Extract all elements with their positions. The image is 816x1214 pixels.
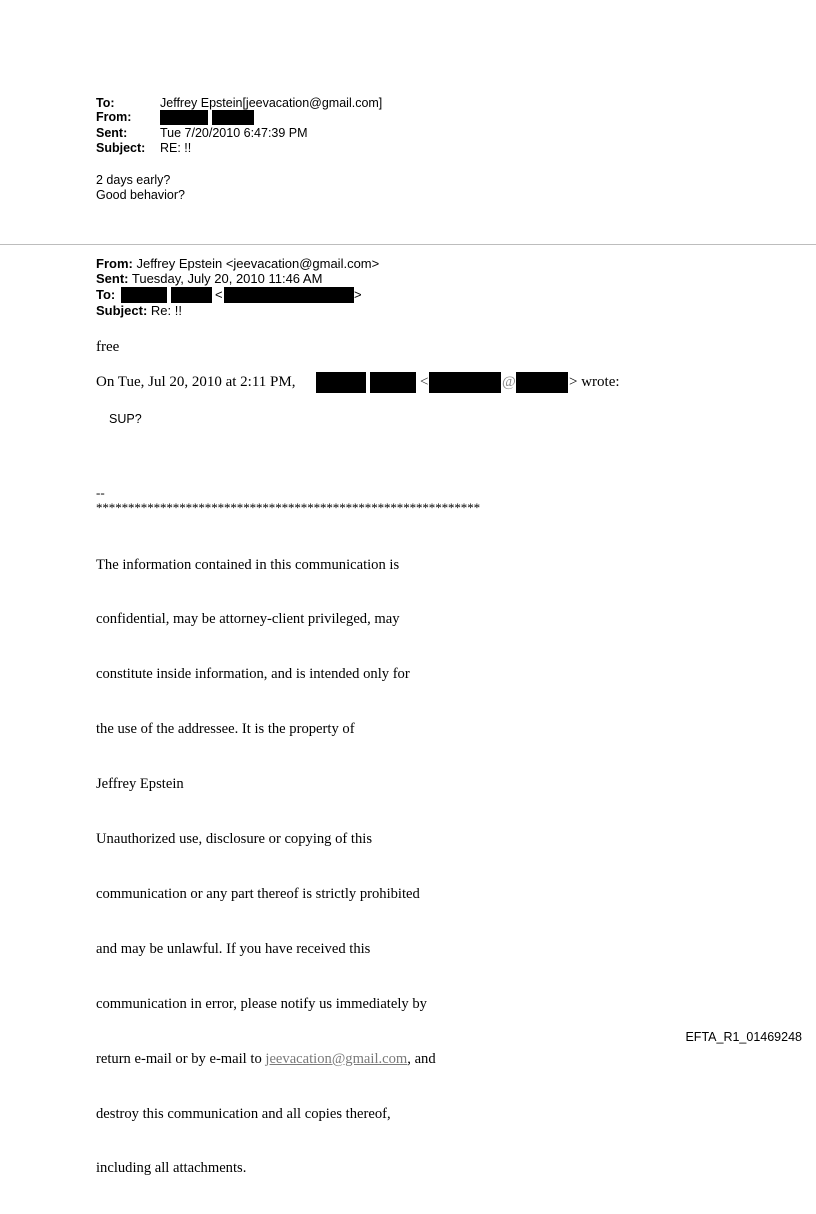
redaction-box [121,287,167,303]
quoted-sent-value: Tuesday, July 20, 2010 11:46 AM [131,271,323,286]
disclaimer-return-after: , and [407,1050,436,1067]
quoted-from-label: From: [96,256,133,271]
to-value: Jeffrey Epstein[jeevacation@gmail.com] [160,96,383,110]
quoted-subject-label: Subject: [96,303,148,318]
quoted-from-value: Jeffrey Epstein <jeevacation@gmail.com> [136,256,380,271]
on-line-lt: < [420,374,429,390]
quoted-sent-row [96,272,322,286]
disclaimer-line-with-link [96,1050,436,1068]
disclaimer-line: constitute inside information, and is intended only for [96,666,410,683]
disclaimer-line: The information contained in this communication is [96,556,400,573]
document-id: EFTA_R1_01469248 [685,1030,802,1044]
disclaimer-line: destroy this communication and all copies thereof, [96,1105,391,1122]
redaction-box [516,372,568,393]
sent-label: Sent: [96,126,128,140]
quoted-subject-value: Re: !! [150,303,182,318]
reply-body-line: Good behavior? [96,188,185,202]
quoted-to-open: < [215,287,223,302]
disclaimer-line: communication or any part thereof is strictly prohibited [96,885,420,902]
header-sent-row [96,126,308,140]
on-line-suffix: > wrote: [569,374,620,390]
on-line-prefix: On Tue, Jul 20, 2010 at 2:11 PM, [96,374,296,390]
redaction-box [370,372,416,393]
disclaimer-line: and may be unlawful. If you have received this [96,940,371,957]
to-label: To: [96,96,115,110]
disclaimer-line: the use of the addressee. It is the property of [96,721,355,738]
sig-dashes: -- [96,485,105,500]
quoted-to-row [96,288,115,302]
disclaimer-return-before: return e-mail or by e-mail to [96,1050,266,1067]
quoted-sent-label: Sent: [96,271,129,286]
from-label: From: [96,110,132,124]
header-from-row [96,110,160,124]
disclaimer-line: communication in error, please notify us immediately by [96,995,427,1012]
redaction-box [160,110,208,125]
quoted-to-close: > [354,287,362,302]
disclaimer-line: confidential, may be attorney-client privileged, may [96,611,400,628]
redaction-box [224,287,354,303]
quoted-body-text: free [96,339,120,355]
on-line-at: @ [502,374,516,390]
quoted-subject-row [96,304,182,318]
sent-value: Tue 7/20/2010 6:47:39 PM [160,126,308,140]
sup-text: SUP? [109,412,142,426]
quoted-to-label: To: [96,287,116,302]
redaction-box [316,372,366,393]
disclaimer-line: Jeffrey Epstein [96,776,184,793]
reply-body-line: 2 days early? [96,173,171,187]
subject-value: RE: !! [160,141,192,155]
sig-stars: ************************************************************ [96,500,481,515]
disclaimer-line: Unauthorized use, disclosure or copying of this [96,831,373,848]
disclaimer-line: including all attachments. [96,1160,247,1177]
email-link[interactable]: jeevacation@gmail.com [265,1050,408,1067]
subject-label: Subject: [96,141,146,155]
header-subject-row [96,141,191,155]
redaction-box [171,287,212,303]
quoted-from-row [96,257,379,271]
redaction-box [429,372,501,393]
separator-line [0,244,816,245]
disclaimer-block [96,519,436,1214]
header-to-row [96,96,382,110]
redaction-box [212,110,254,125]
